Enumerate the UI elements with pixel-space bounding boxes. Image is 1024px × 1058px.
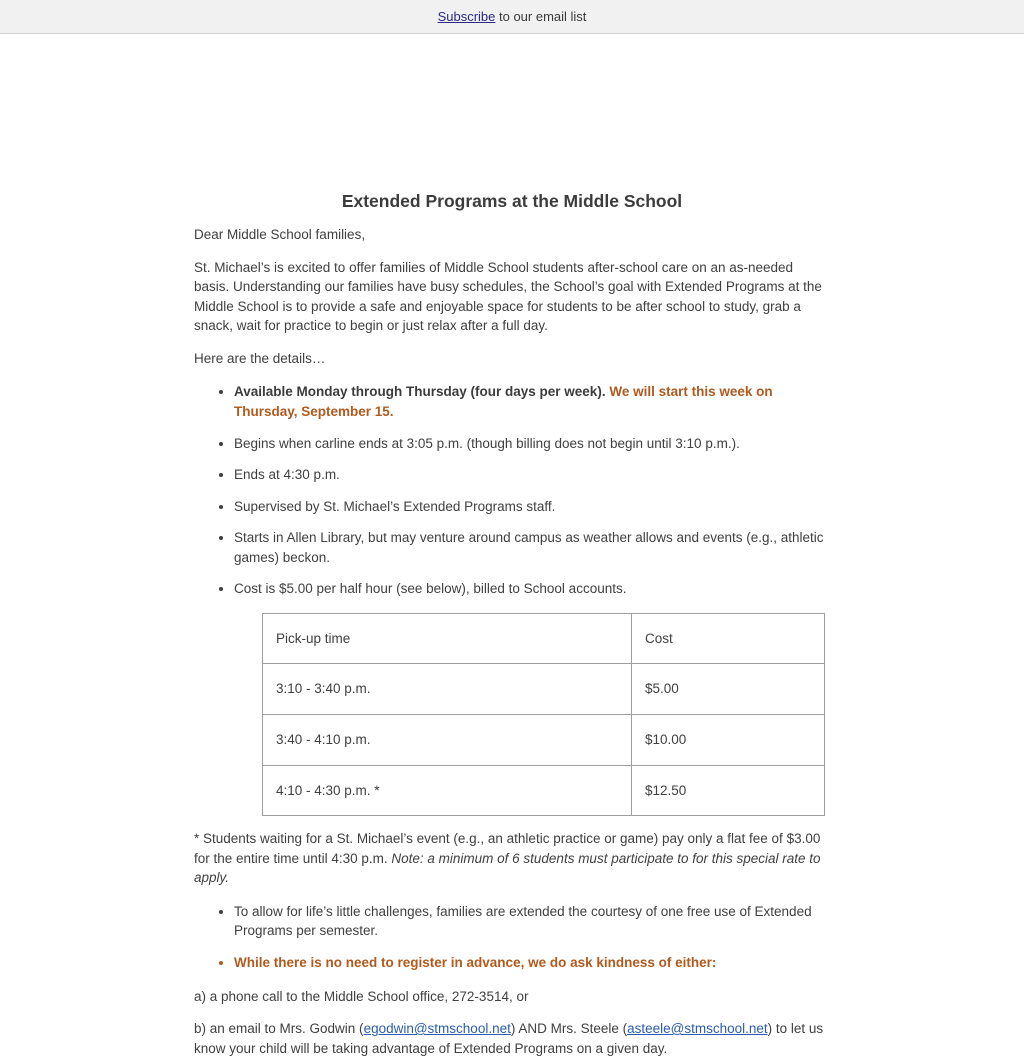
pickup-time-cell: 3:10 - 3:40 p.m. — [263, 664, 632, 715]
email-link-steele[interactable]: asteele@stmschool.net — [627, 1021, 768, 1037]
table-header-cost: Cost — [632, 613, 825, 664]
email-body — [194, 191, 830, 1058]
subscribe-link[interactable]: Subscribe — [437, 9, 496, 24]
cost-cell: $10.00 — [632, 715, 825, 766]
availability-bold-text: Available Monday through Thursday (four days per week). — [234, 384, 606, 400]
email-link-godwin[interactable]: egodwin@stmschool.net — [363, 1021, 511, 1037]
list-item-begins: • Begins when carline ends at 3:05 p.m. (though billing does not begin until 3:10 p.m.). — [234, 434, 830, 454]
table-header-pickup-time: Pick-up time — [263, 613, 632, 664]
pickup-time-cell: 3:40 - 4:10 p.m. — [263, 715, 632, 766]
list-item-cost: • Cost is $5.00 per half hour (see below), billed to School accounts. — [234, 579, 830, 599]
footnote-regular-text: * Students waiting for a St. Michael’s event (e.g., an athletic practice or game) pay only a flat fee of $3.00 for the entire time until 4:30 p.m. — [194, 831, 821, 866]
subscribe-banner — [0, 0, 1024, 34]
list-item-free-use: • To allow for life’s little challenges, families are extended the courtesy of one free use of Extended Programs per semester. — [234, 902, 830, 941]
contact-option-b — [194, 1019, 830, 1058]
greeting: Dear Middle School families, — [194, 227, 366, 242]
table-row — [263, 765, 825, 816]
table-row — [263, 715, 825, 766]
table-header-row — [263, 613, 825, 664]
banner-text — [438, 9, 587, 24]
footnote-italic-text: Note: a minimum of 6 students must participate to for this special rate to apply. — [194, 850, 821, 886]
list-item-availability — [234, 382, 830, 421]
option-b-mid-text: ) AND Mrs. Steele ( — [510, 1021, 628, 1037]
banner-text-after-link: to our email list — [495, 9, 587, 24]
policy-list — [194, 902, 830, 973]
table-row — [263, 664, 825, 715]
option-b-pre-text: b) an email to Mrs. Godwin ( — [194, 1021, 364, 1037]
footnote — [194, 829, 830, 888]
list-item-location: • Starts in Allen Library, but may venture around campus as weather allows and events (e.g., athletic games) beckon. — [234, 528, 830, 567]
contact-option-a: a) a phone call to the Middle School office, 272-3514, or — [194, 988, 529, 1004]
cost-cell: $12.50 — [632, 765, 825, 816]
list-item-ends: • Ends at 4:30 p.m. — [234, 465, 830, 485]
page-title: Extended Programs at the Middle School — [341, 191, 683, 211]
option-b-post-text: ) to let us know your child will be taking advantage of Extended Programs on a given day. — [194, 1021, 824, 1056]
details-lead: Here are the details… — [194, 350, 326, 366]
pickup-time-cell: 4:10 - 4:30 p.m. * — [263, 765, 632, 816]
availability-highlight-text: We will start this week on Thursday, September 15. — [234, 384, 773, 419]
list-item-supervised: • Supervised by St. Michael’s Extended Programs staff. — [234, 497, 830, 517]
pricing-table — [262, 613, 825, 816]
intro-paragraph: St. Michael’s is excited to offer families of Middle School students after-school care on an as-needed basis. Understanding our families have busy schedules, the School’s goal with Extended Programs at the Middle School is to provide a safe and enjoyable space for students to be after school to study, grab a snack, wait for practice to begin or just relax after a full day. — [194, 259, 822, 334]
list-item-register: • While there is no need to register in advance, we do ask kindness of either: — [234, 953, 830, 973]
cost-cell: $5.00 — [632, 664, 825, 715]
details-list — [194, 382, 830, 599]
